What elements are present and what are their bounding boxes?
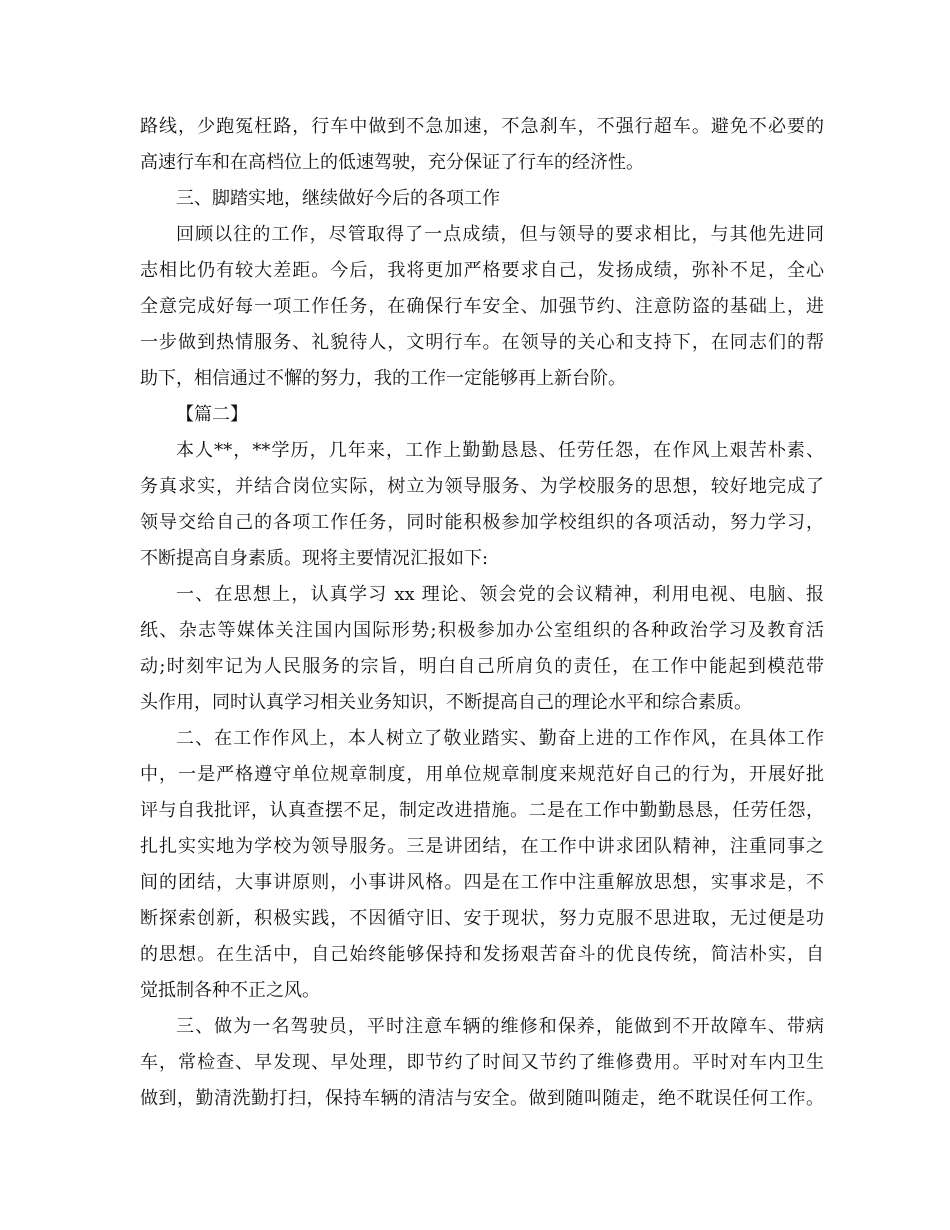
text-line: 做到，勤清洗勤打扫，保持车辆的清洁与安全。做到随叫随走，绝不耽误任何工作。 <box>140 1088 824 1109</box>
text-line: 的思想。在生活中，自己始终能够保持和发扬艰苦奋斗的优良传统，简洁朴实，自 <box>140 944 824 965</box>
text-line: 路线，少跑冤枉路，行车中做到不急加速，不急刹车，不强行超车。避免不必要的 <box>140 116 824 137</box>
text-line: 高速行车和在高档位上的低速驾驶，充分保证了行车的经济性。 <box>140 152 644 173</box>
text-line: 头作用，同时认真学习相关业务知识，不断提高自己的理论水平和综合素质。 <box>140 692 752 713</box>
text-line: 领导交给自己的各项工作任务，同时能积极参加学校组织的各项活动，努力学习， <box>140 512 824 533</box>
document-body <box>140 109 824 1117</box>
text-line: 一步做到热情服务、礼貌待人，文明行车。在领导的关心和支持下，在同志们的帮 <box>140 332 824 353</box>
text-line: 本人**，**学历，几年来，工作上勤勤恳恳、任劳任怨，在作风上艰苦朴素、 <box>176 440 824 461</box>
text-line: 志相比仍有较大差距。今后，我将更加严格要求自己，发扬成绩，弥补不足，全心 <box>140 260 824 281</box>
text-line: 间的团结，大事讲原则，小事讲风格。四是在工作中注重解放思想，实事求是，不 <box>140 872 824 893</box>
text-line: 助下，相信通过不懈的努力，我的工作一定能够再上新台阶。 <box>140 368 626 389</box>
section-title: 【篇二】 <box>176 404 248 425</box>
text-line: 务真求实，并结合岗位实际，树立为领导服务、为学校服务的思想，较好地完成了 <box>140 476 824 497</box>
text-line: 纸、杂志等媒体关注国内国际形势;积极参加办公室组织的各种政治学习及教育活 <box>140 620 824 641</box>
text-line: 不断提高自身素质。现将主要情况汇报如下: <box>140 548 489 569</box>
text-line: 一、在思想上，认真学习 xx 理论、领会党的会议精神，利用电视、电脑、报 <box>176 584 824 605</box>
section-heading: 三、脚踏实地，继续做好今后的各项工作 <box>176 188 500 209</box>
text-line: 中，一是严格遵守单位规章制度，用单位规章制度来规范好自己的行为，开展好批 <box>140 764 824 785</box>
text-line: 断探索创新，积极实践，不因循守旧、安于现状，努力克服不思进取，无过便是功 <box>140 908 824 929</box>
text-line: 评与自我批评，认真查摆不足，制定改进措施。二是在工作中勤勤恳恳，任劳任怨， <box>140 800 824 821</box>
text-line: 觉抵制各种不正之风。 <box>140 980 320 1001</box>
text-line: 三、做为一名驾驶员，平时注意车辆的维修和保养，能做到不开故障车、带病 <box>176 1016 824 1037</box>
text-line: 动;时刻牢记为人民服务的宗旨，明白自己所肩负的责任，在工作中能起到模范带 <box>140 656 824 677</box>
text-line: 回顾以往的工作，尽管取得了一点成绩，但与领导的要求相比，与其他先进同 <box>176 224 824 245</box>
text-line: 车，常检查、早发现、早处理，即节约了时间又节约了维修费用。平时对车内卫生 <box>140 1052 824 1073</box>
text-line: 扎扎实实地为学校为领导服务。三是讲团结，在工作中讲求团队精神，注重同事之 <box>140 836 824 857</box>
text-line: 全意完成好每一项工作任务，在确保行车安全、加强节约、注意防盗的基础上，进 <box>140 296 824 317</box>
text-line: 二、在工作作风上，本人树立了敬业踏实、勤奋上进的工作作风，在具体工作 <box>176 728 824 749</box>
